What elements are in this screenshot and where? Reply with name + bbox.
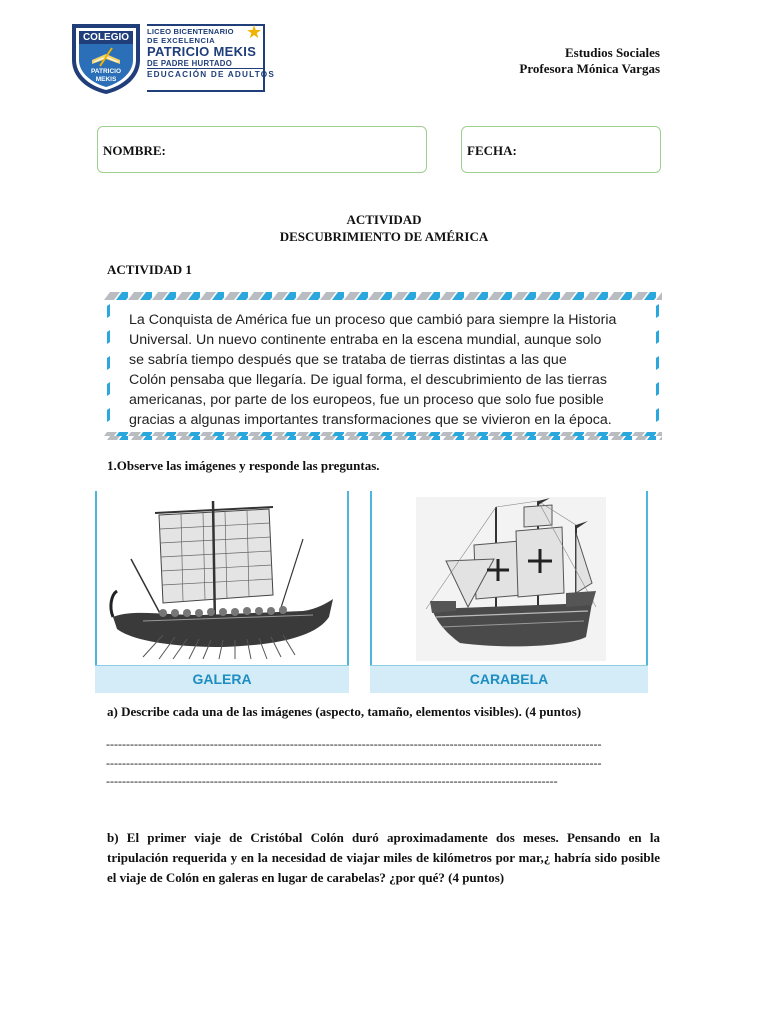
reading-line: Colón pensaba que llegaría. De igual forma, el descubrimiento de las tierras [129,372,607,388]
reading-line: Universal. Un nuevo continente entraba en la escena mundial, aunque solo [129,332,602,348]
school-name-line-5: EDUCACIÓN DE ADULTOS [147,70,276,79]
school-logo [68,20,276,96]
teacher-name: Profesora Mónica Vargas [519,61,660,76]
carabela-panel [370,491,648,693]
crest-top-text: COLEGIO [82,32,130,43]
crest-bottom-text-2: MEKIS [95,76,117,83]
carabela-caption: CARABELA [370,665,648,693]
galera-caption: GALERA [95,665,349,693]
answer-line[interactable]: ----------------------------------------------------------------------------------------------------------------- [106,774,558,788]
star-icon: ★ [246,22,263,43]
name-field[interactable] [97,126,427,173]
date-field[interactable] [461,126,661,173]
school-name-line-1: LICEO BICENTENARIO [147,27,234,36]
subject-name: Estudios Sociales [565,45,660,60]
answer-line[interactable]: ---------------------------------------------------------------------------------------------------------------------------- [106,737,602,751]
reading-frame [104,292,662,440]
header-info [519,45,660,77]
galera-panel [95,491,349,693]
name-label: NOMBRE: [103,143,166,158]
page-title: ACTIVIDAD [346,212,422,227]
page-subtitle: DESCUBRIMIENTO DE AMÉRICA [279,229,489,244]
answer-line[interactable]: ---------------------------------------------------------------------------------------------------------------------------- [106,756,602,770]
reading-line: se sabría tiempo después que se trataba de tierras distintas a las que [129,352,567,368]
school-name-line-3: PATRICIO MEKIS [147,44,257,59]
reading-line: americanas, por parte de los europeos, fue un proceso que solo fue posible [129,392,604,408]
galley-ship-illustration [103,499,341,661]
activity-heading: ACTIVIDAD 1 [107,262,192,277]
question-a: a) Describe cada una de las imágenes (aspecto, tamaño, elementos visibles). (4 puntos) [107,704,582,719]
date-label: FECHA: [467,143,517,158]
school-name-line-4: DE PADRE HURTADO [147,59,233,68]
reading-text [129,310,649,430]
reading-line: La Conquista de América fue un proceso que cambió para siempre la Historia [129,312,617,328]
caravel-ship-illustration [416,497,606,661]
question-1: 1.Observe las imágenes y responde las preguntas. [107,458,380,473]
school-name-line-2: DE EXCELENCIA [147,36,216,45]
reading-line: gracias a algunas importantes transformaciones que se vivieron en la época. [129,412,612,428]
crest-bottom-text-1: PATRICIO [90,68,122,75]
question-b: b) El primer viaje de Cristóbal Colón duró aproximadamente dos meses. Pensando en la tripulación requerida y en la necesidad de viajar miles de kilómetros por mar,¿ habría sido posible el viaje de Colón en galeras en lugar de carabelas? ¿por qué? (4 puntos) [107,830,660,885]
logo-divider [147,68,263,69]
